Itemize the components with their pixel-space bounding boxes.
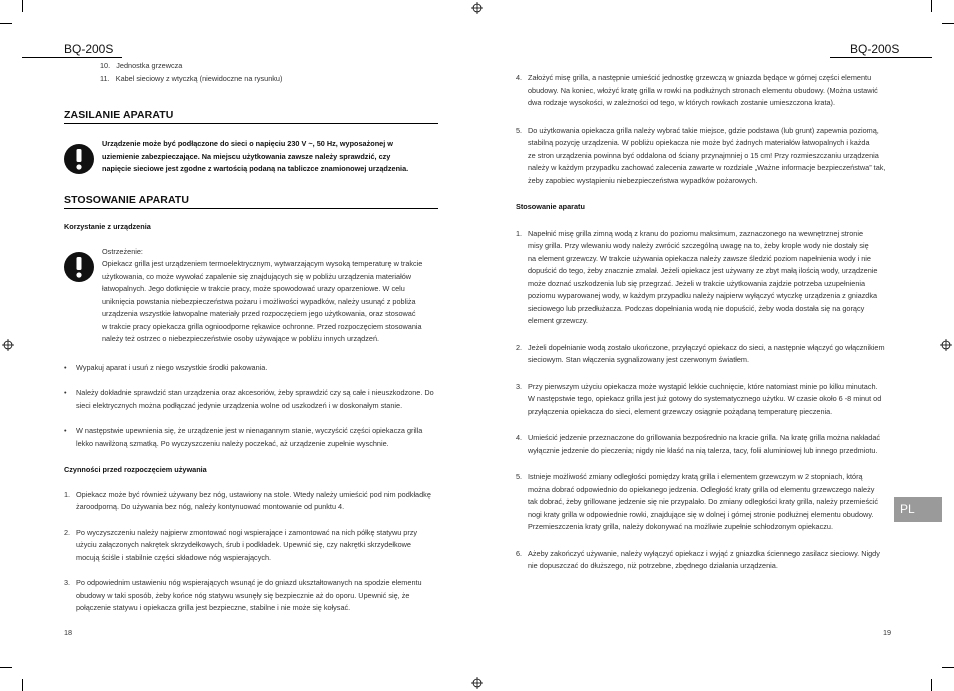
text-line: sieci elektrycznych można podłączać jedynie urządzenia wolne od uszkodzeń i w doskonałym stanie. (76, 400, 403, 410)
subsection-title: Korzystanie z urządzenia (64, 222, 151, 231)
power-warning (64, 138, 438, 182)
exclamation-icon (64, 144, 94, 174)
text-line: w trakcie pracy opiekacza grilla ognioodporne rękawice ochronne. Przed rozpoczęciem stosowania (102, 321, 422, 331)
item-number: 1. (64, 489, 71, 499)
text-line: Przy pierwszym użyciu opiekacza może wystąpić lekkie cuchnięcie, które natomiast minie po kilku minutach. (528, 381, 878, 391)
crop-mark (0, 23, 12, 24)
text-line: sieciowego lub przedłużacza. Podczas dopełniania wodą nie dopuścić, żeby woda dostała się na gorący (528, 303, 865, 313)
item-number: 5. (516, 472, 523, 481)
text-line: należy w każdym przypadku zachować zalecenia zawarte w rozdziale „Ważne informacje bezpieczeństwa” tak, (528, 163, 886, 172)
crop-mark (22, 679, 23, 691)
text-line: należy też ostrzec o niebezpieczeństwie osoby używające w pobliżu innych urządzeń. (102, 334, 380, 343)
text-line: można dobrać odpowiednio do opiekanego jedzenia. Odległość kraty grilla od elementu grzewczego należy (528, 484, 875, 494)
text-line: uniknięcia powstania niebezpieczeństwa pożaru i możliwości wypadków, należy usunąć z pobliża (102, 296, 416, 306)
text-line: element grzewczy. (528, 316, 588, 325)
text-line: łatwopalnych. Jego dotknięcie w trakcie pracy, może spowodować urazy oparzeniowe. W celu (102, 284, 405, 293)
text-line: nie dopuszczać do dłuższego, niż potrzebne, zbędnego działania urządzenia. (528, 561, 778, 570)
item-text: Jednostka grzewcza (116, 61, 183, 70)
text-line: żeby zapobiec wystąpieniu niebezpieczeństwa wypadków pożarowych. (528, 175, 758, 185)
text-line: obudowy. Na koniec, włożyć kratę grilla w rowki na podłużnych stronach elementu obudowy. (Można ustawić (528, 85, 878, 95)
item-number: 6. (516, 548, 523, 558)
text-line: stabilną pozycję urządzenia. W pobliżu opiekacza nie może być żadnych materiałów łatwopalnych i każda (528, 138, 870, 147)
text-line: połączenie statywu i opiekacza grilla jest bezpieczne, stabilne i nie może się kołysać. (76, 603, 351, 612)
list-item (64, 527, 438, 565)
list-item (516, 548, 894, 573)
text-line: Założyć misę grilla, a następnie umieścić jednostkę grzewczą w gniazda będące w górnej części elementu (528, 73, 872, 82)
text-line: Po wyczyszczeniu należy najpierw zmontować nogi wspierające i zamontować na nich półkę statywu przy (76, 527, 418, 537)
item-number: 3. (516, 381, 523, 391)
caution-block (64, 246, 438, 346)
registration-mark-icon (471, 2, 483, 14)
text-line: misy grilla. Przy wlewaniu wody należy zwrócić szczególną uwagę na to, żeby krople wody nie dostały się (528, 241, 869, 250)
left-page (64, 60, 438, 615)
power-warning-text (102, 138, 442, 176)
registration-mark-icon (471, 677, 483, 689)
right-page (516, 72, 894, 573)
text-line: przyłączenia opiekacza do sieci, element grzewczy osiągnie pożądaną temperaturę pieczenia. (528, 406, 833, 416)
item-number: 5. (516, 125, 523, 135)
text-line: Urządzenie może być podłączone do sieci o napięciu 230 V ~, 50 Hz, wyposażonej w (102, 139, 393, 148)
list-item (516, 381, 894, 419)
parts-list (64, 60, 438, 85)
text-line: Umieścić jedzenie przeznaczone do grillowania bezpośrednio na kracie grilla. Na kratę grilla można nakładać (528, 433, 881, 442)
list-item (64, 425, 438, 450)
section-title-power: ZASILANIE APARATU (64, 109, 438, 124)
text-line: tak dobrać, żeby grillowane jedzenie się nie przypalało. Do zmiany odległości kraty grilla, należy przemieścić (528, 497, 879, 506)
bullet-icon: • (64, 388, 67, 397)
text-line: W następstwie tego, opiekacz grilla jest już gotowy do systematycznego użytku. W czasie około 6 -8 minut od (528, 394, 882, 403)
text-line: napięcie sieciowe jest zgodne z wartością podaną na tabliczce znamionowej urządzenia. (102, 164, 409, 173)
model-name-right: BQ-200S (850, 42, 900, 56)
list-item (516, 471, 894, 534)
text-line: Jeżeli dopełnianie wodą zostało ukończone, przyłączyć opiekacz do sieci, a następnie włączyć go włącznikiem (528, 342, 885, 352)
text-line: uziemienie zabezpieczające. Na miejscu użytkowania zawsze należy sprawdzić, czy (102, 151, 391, 161)
item-number: 3. (64, 578, 71, 587)
subsection-title: Stosowanie aparatu (516, 202, 585, 211)
list-item (100, 60, 438, 73)
list-item (64, 577, 438, 615)
text-line: Należy dokładnie sprawdzić stan urządzenia oraz akcesoriów, żeby sprawdzić czy są całe i nieuszkodzone. Do (76, 388, 434, 397)
text-line: poziomu wyparowanej wody, w każdym przypadku należy najpierw wyłączyć wtyczkę urządzenia z gniazdka (528, 291, 878, 300)
crop-mark (931, 679, 932, 691)
item-number: 11. (100, 73, 110, 83)
list-item (100, 73, 438, 86)
item-number: 4. (516, 433, 523, 442)
crop-mark (0, 667, 12, 668)
bullet-icon: • (64, 362, 67, 372)
model-name-left: BQ-200S (64, 42, 114, 56)
header-rule-right (830, 57, 932, 58)
text-line: mocują ściśle i stabilnie części składowe nóg wspierających. (76, 552, 272, 562)
item-text: Kabel sieciowy z wtyczką (niewidoczne na rysunku) (115, 73, 283, 83)
text-line: Wypakuj aparat i usuń z niego wszystkie środki pakowania. (76, 362, 268, 372)
prep-list (64, 489, 438, 615)
text-line: dopuścić do tego, żeby znacznie zmalał. Jeżeli opiekacz jest używany ze zbyt małą ilością wody, urządzenie (528, 266, 878, 275)
text-line: dwa rodzaje wysokości, w zależności od tego, w których rowkach zostanie umieszczona krata). (528, 98, 836, 107)
text-line: może doznać uszkodzenia lub się przegrzać. Jeżeli w trakcie użytkowania zajdzie potrzeba uzupełnienia (528, 278, 866, 288)
item-number: 2. (64, 527, 71, 537)
bullet-icon: • (64, 426, 67, 435)
text-line: użytkowania, co może wywołać zapalenie się znajdujących się w pobliżu urządzenia materiałów (102, 271, 412, 281)
subsection-title: Czynności przed rozpoczęciem używania (64, 465, 207, 474)
caution-label: Ostrzeżenie: (102, 246, 143, 256)
page-number-right: 19 (883, 628, 892, 637)
section-title-use: STOSOWANIE APARATU (64, 194, 438, 209)
bullet-list (64, 362, 438, 451)
text-line: wyłącznie jedzenie do pieczenia; nigdy nie kłaść na nią talerza, tacy, folii aluminiowej lub innego przedmiotu. (528, 445, 878, 455)
text-line: ze stron urządzenia powinna być oddalona od ściany przynajmniej o 15 cm! Przy rozmieszczaniu urządzenia (528, 150, 879, 160)
crop-mark (22, 0, 23, 12)
text-line: Napełnić misę grilla zimną wodą z kranu do poziomu maksimum, zaznaczonego na wewnętrznej stronie (528, 228, 864, 238)
language-tab: PL (894, 497, 942, 522)
list-item (516, 72, 894, 110)
text-line: Opiekacz grilla jest urządzeniem termoelektrycznym, wytwarzającym wysoką temperaturę w trakcie (102, 259, 423, 268)
list-item (516, 342, 894, 367)
crop-mark (931, 0, 932, 12)
item-number: 10. (100, 61, 111, 70)
text-line: użyciu załączonych nakrętek skrzydełkowych, śrub i podkładek. Upewnić się, czy nakrętki skrzydełkowe (76, 540, 411, 549)
text-line: żaroodporną. Do używania bez nóg, należy kontynuować montowanie od punktu 4. (76, 502, 345, 511)
text-line: Opiekacz może być również używany bez nóg, ustawiony na stole. Wtedy należy umieścić pod nim podkładkę (76, 489, 431, 499)
text-line: W następstwie upewnienia się, że urządzenie jest w nienagannym stanie, wyczyścić części opiekacza grilla (76, 426, 423, 435)
text-line: Do użytkowania opiekacza grilla należy wybrać takie miejsce, gdzie podstawa (lub grunt) zapewnia poziomą, (528, 125, 879, 135)
list-item (64, 489, 438, 514)
text-line: Po odpowiednim ustawieniu nóg wspierających wsunąć je do gniazd ukształtowanych na spodzie elementu (76, 578, 422, 587)
item-number: 4. (516, 73, 523, 82)
crop-mark (942, 667, 954, 668)
exclamation-icon (64, 252, 94, 282)
list-item (516, 432, 894, 457)
text-line: Ażeby zakończyć używanie, należy wyłączyć opiekacz i wyjąć z gniazdka ściennego zasilacz sieciowy. Nigdy (528, 548, 880, 558)
text-line: Przemieszczenia kraty grilla, należy dokonywać na możliwie zupełnie schłodzonym opiekaczu. (528, 522, 833, 531)
text-line: sieciowym. Stan włączenia sygnalizowany jest czerwonym światłem. (528, 355, 750, 364)
text-line: urządzenia wszystkie łatwopalne materiały przed rozpoczęciem jego użytkowania, oraz stosować (102, 309, 416, 318)
list-item (516, 125, 894, 188)
page-number-left: 18 (64, 628, 73, 637)
list-item (64, 387, 438, 412)
registration-mark-icon (940, 339, 952, 351)
text-line: nogi kraty grilla w odpowiednie rowki, znajdujące się w dolnej i górnej stronie podłużnej elementu obudowy. (528, 509, 874, 519)
item-number: 2. (516, 342, 523, 352)
text-line: lekko nawilżoną szmatką. Po wyczyszczeniu należy poczekać, aż urządzenie zupełnie wyschnie. (76, 438, 389, 448)
list-item (516, 228, 894, 328)
text-line: obudowy w taki sposób, żeby końce nóg statywu wsunęły się bezpiecznie aż do oporu. Upewnić się, że (76, 590, 410, 600)
header-rule-left (22, 57, 122, 58)
registration-mark-icon (2, 339, 14, 351)
text-line: na element grzewczy. W trakcie używania opiekacza należy zawsze śledzić poziom napełnienia wody i nie (528, 253, 871, 263)
list-item (64, 362, 438, 375)
caution-text (102, 246, 442, 346)
text-line: Istnieje możliwość zmiany odległości pomiędzy kratą grilla i elementem grzewczym w 2 stopniach, którą (528, 472, 863, 481)
item-number: 1. (516, 228, 523, 238)
crop-mark (942, 23, 954, 24)
